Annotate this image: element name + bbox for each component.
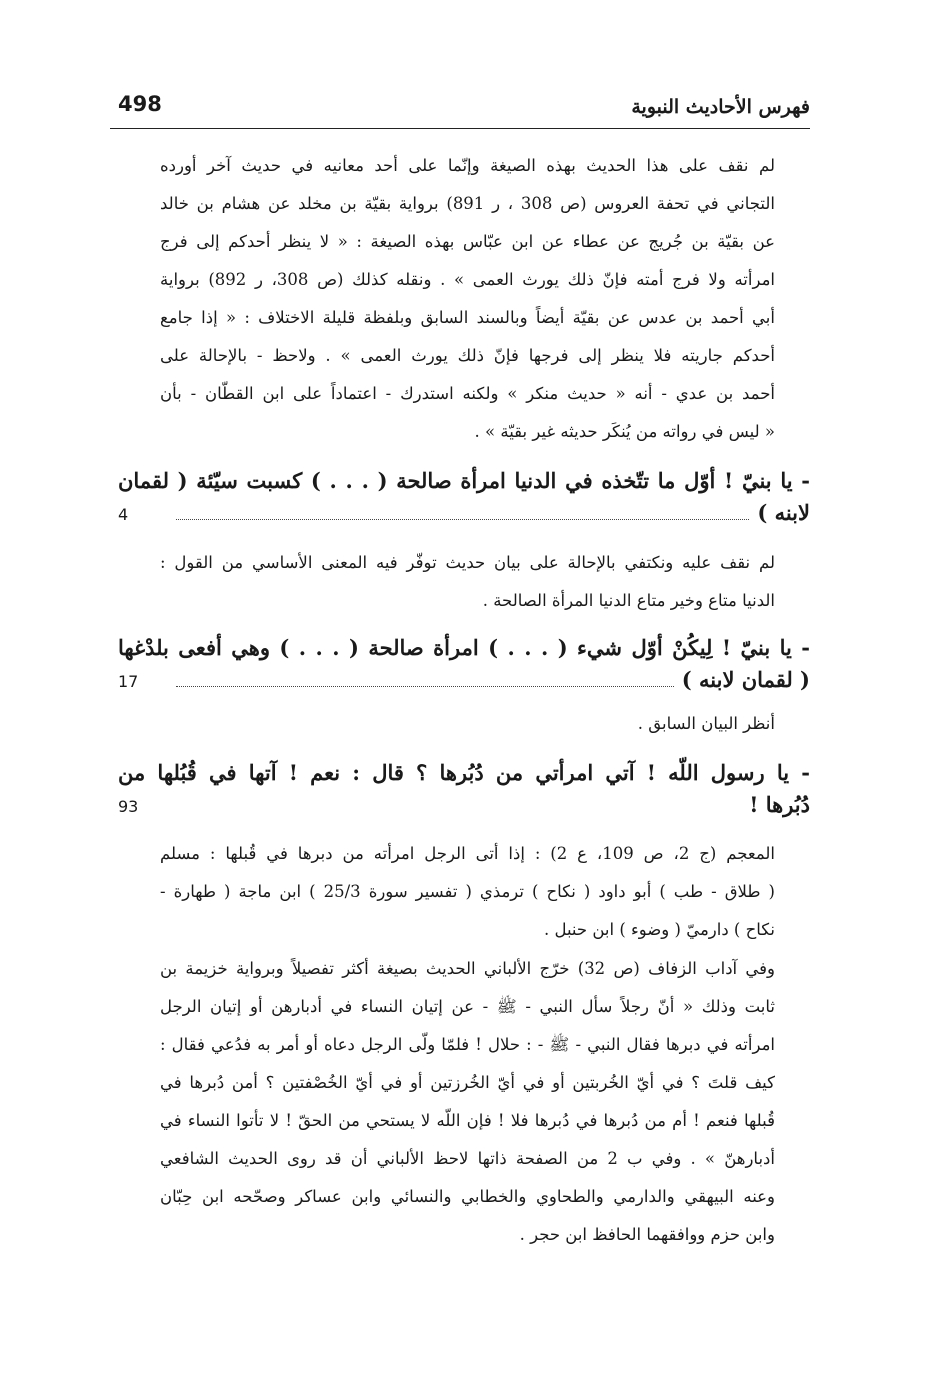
hadith-last-line (118, 500, 810, 525)
commentary-paragraph-4 (160, 835, 775, 949)
text-line: « ليس في رواته من يُنكَر حديثه غير بقيّة » . (474, 422, 775, 441)
dot-leader (176, 509, 749, 520)
hadith-last-line (118, 792, 810, 817)
text-line: لم نقف عليه ونكتفي بالإحالة على بيان حديث توفّر فيه المعنى الأساسي من القول : (160, 553, 775, 572)
page-number: 498 (118, 92, 162, 116)
text-line: عن بقيّة بن جُريج عن عطاء عن ابن عبّاس بهذه الصيغة : « لا ينظر أحدكم إلى فرج (160, 232, 775, 251)
hadith-line: ( لقمان لابنه ) (681, 667, 810, 692)
text-line: ( طلاق - طب ) أبو داود ( نكاح ) ترمذي ( تفسير سورة 25/3 ) ابن ماجة ( طهارة - (160, 882, 775, 901)
dot-leader (176, 802, 741, 812)
text-line: لم نقف على هذا الحديث بهذه الصيغة وإنّما على أحد معانيه في حديث آخر أورده (160, 156, 775, 175)
text-line: كيف قلتَ ؟ في أيّ الخُربتين أو في أيّ الخُرزتين أو في أيّ الخُصْفتين ؟ أمن دُبرها في (160, 1073, 775, 1092)
commentary-paragraph-1 (160, 147, 775, 451)
entry-page-number: 93 (118, 797, 139, 816)
text-line: امرأته ولا فرج أمته فإنّ ذلك يورث العمى » . ونقله كذلك (ص 308، ر 892) برواية (160, 270, 776, 289)
text-line: قُبلها فنعم ! أم من دُبرها في دُبرها فلا ! فإن اللّه لا يستحي من الحقّ ! لا تأتوا النساء في (160, 1111, 775, 1130)
commentary-paragraph-2 (160, 544, 775, 620)
text-line: أحدكم جاريته فلا ينظر إلى فرجها فإنّ ذلك يورث العمى » . ولاحظ - بالإحالة على (160, 346, 775, 365)
text-line: وفي آداب الزفاف (ص 32) خرّج الألباني الحديث بصيغة أكثر تفصيلاً وبرواية خزيمة بن (160, 959, 775, 978)
hadith-entry-1 (118, 462, 810, 525)
text-line: امرأته في دبرها فقال النبي - ﷺ - : حلال ! فلمّا ولّى الرجل دعاه أو أمر به فدُعي فقال : (160, 1035, 775, 1054)
running-title: فهرس الأحاديث النبوية (631, 96, 810, 118)
text-line: المعجم (ج 2، ص 109، ع 2) : إذا أتى الرجل امرأته من دبرها في قُبلها : مسلم (160, 844, 775, 863)
text-line: التجاني في تحفة العروس (ص 308 ، ر 891) برواية بقيّة بن مخلد عن هشام بن خالد (160, 194, 775, 213)
page-header (110, 92, 810, 129)
entry-page-number: 17 (118, 672, 139, 691)
text-line: أدبارهنّ » . وفي ب 2 من الصفحة ذاتها لاحظ الألباني أن قد روى الحديث الشافعي (160, 1149, 775, 1168)
hadith-line: - يا رسول اللّه ! آتي امرأتي من دُبُرها ؟ قال : نعم ! آتها في قُبُلها من (118, 760, 810, 785)
text-line: أحمد بن عدي - أنه « حديث منكر » ولكنه استدرك - اعتماداً على ابن القطّان - بأن (160, 384, 775, 403)
hadith-last-line (118, 667, 810, 692)
entry-page-number: 4 (118, 505, 129, 524)
hadith-entry-2 (118, 629, 810, 692)
hadith-text (118, 754, 810, 792)
hadith-entry-3 (118, 754, 810, 817)
text-line: نكاح ) دارميّ ( وضوء ) ابن حنبل . (543, 920, 775, 939)
commentary-paragraph-5 (160, 950, 775, 1254)
text-line: الدنيا متاع وخير متاع الدنيا المرأة الصالحة . (482, 591, 775, 610)
text-line: أبي أحمد بن عدس عن بقيّة أيضاً وبالسند السابق وبلفظة قليلة الاختلاف : « إذا جامع (160, 308, 775, 327)
hadith-text (118, 462, 810, 500)
hadith-line: - يا بنيّ ! لِيكُنْ أوّل شيء ( . . . ) امرأة صالحة ( . . . ) وهي أفعى بلدْغها (118, 635, 810, 660)
hadith-line: - يا بنيّ ! أوّل ما تتّخذه في الدنيا امرأة صالحة ( . . . ) كسبت سيّئة ( لقمان (118, 468, 810, 493)
text-line: أنظر البيان السابق . (637, 714, 775, 733)
hadith-line: دُبُرها ! (749, 792, 810, 817)
hadith-text (118, 629, 810, 667)
text-line: وابن حزم ووافقهما الحافظ ابن حجر . (519, 1225, 775, 1244)
dot-leader (176, 676, 674, 687)
text-line: وعنه البيهقي والدارمي والطحاوي والخطابي والنسائي وابن عساكر وصحّحه ابن حِبّان (160, 1187, 775, 1206)
commentary-paragraph-3 (160, 705, 775, 743)
text-line: ثابت وذلك « أنّ رجلاً سأل النبي - ﷺ - عن إتيان النساء في أدبارهن أو إتيان الرجل (160, 997, 775, 1016)
hadith-line: لابنه ) (757, 500, 810, 525)
